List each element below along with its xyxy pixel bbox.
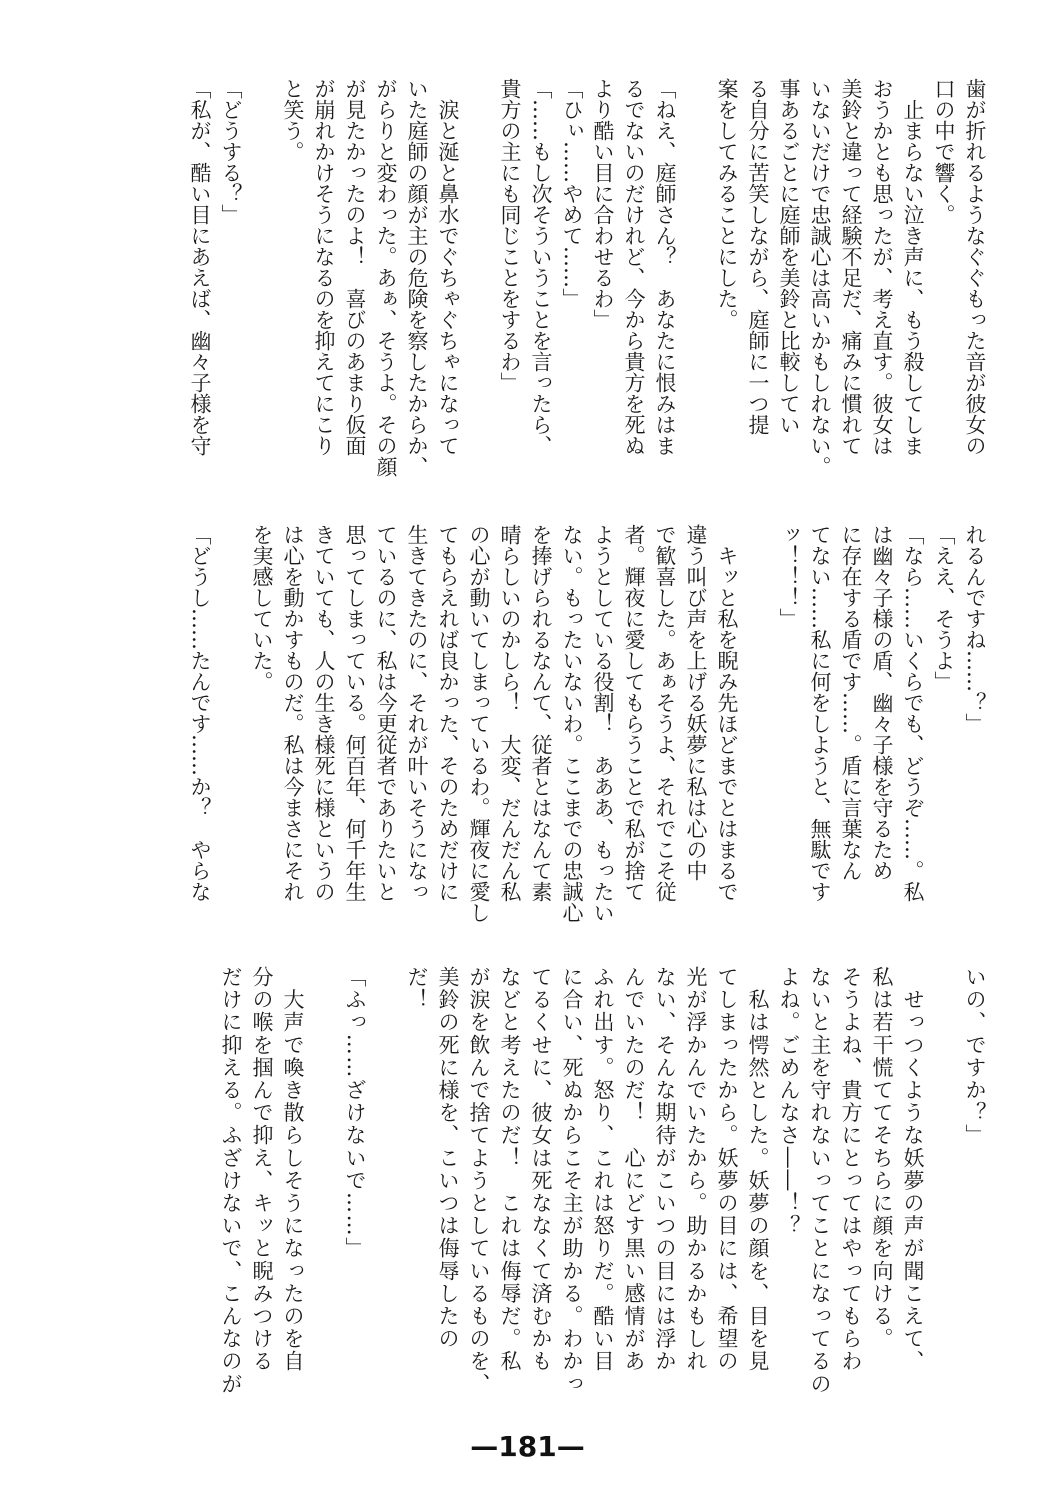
text-column: の心が動いてしまっているわ。輝夜に愛し	[467, 524, 491, 923]
page-number: —181—	[470, 1430, 585, 1463]
text-column: 「ひぃ……やめて……」	[560, 78, 584, 309]
text-column: 大声で喚き散らしそうになったのを自	[281, 966, 305, 1373]
text-column: せっつくような妖夢の声が聞こえて、	[901, 966, 925, 1373]
text-column: 美鈴の死に様を、こいつは侮辱したの	[436, 966, 460, 1351]
text-column: いの、ですか？」	[963, 966, 987, 1147]
text-tier-bottom	[178, 966, 990, 1406]
text-column: 案をしてみることにした。	[715, 78, 739, 330]
text-column	[928, 966, 959, 1406]
text-column: んでいたのだ！ 心にどす黒い感情があ	[622, 966, 646, 1373]
text-column: だ！	[405, 966, 429, 1012]
text-column: 思ってしまっている。何百年、何千年生	[343, 524, 367, 902]
text-column	[370, 966, 401, 1406]
text-column: 涙と涎と鼻水でぐちゃぐちゃになって	[436, 78, 460, 456]
text-column: ないと主を守れないってことになってるの	[808, 966, 832, 1396]
text-column: 分の喉を掴んで抑え、キッと睨みつける	[250, 966, 274, 1373]
text-column: キッと私を睨み先ほどまでとはまるで	[715, 524, 739, 902]
text-column: ない。もったいないわ。ここまでの忠誠心	[560, 524, 584, 923]
text-column: 「どうし……たんです……か？ やらな	[188, 524, 212, 902]
text-column: 私は若干慌ててそちらに顔を向ける。	[870, 966, 894, 1351]
text-column: れるんですね……？」	[963, 524, 987, 734]
text-column: ようとしている役割！ あああ、もったい	[591, 524, 615, 923]
text-column: ない、そんな期待がこいつの目には浮か	[653, 966, 677, 1373]
text-column: 晴らしいのかしら！ 大変、だんだん私	[498, 524, 522, 902]
text-column: いないだけで忠誠心は高いかもしれない。	[808, 78, 832, 477]
text-column: る自分に苦笑しながら、庭師に一つ提	[746, 78, 770, 435]
text-column: などと考えたのだ！ これは侮辱だ。私	[498, 966, 522, 1373]
text-column: を実感していた。	[250, 524, 274, 692]
text-column: いた庭師の顔が主の危険を察したからか、	[405, 78, 429, 477]
text-column: は幽々子様の盾、幽々子様を守るため	[870, 524, 894, 881]
text-column	[742, 524, 773, 934]
text-column: がらりと変わった。あぁ、そうよ。その顔	[374, 78, 398, 477]
text-column: 「ねえ、庭師さん？ あなたに恨みはま	[653, 78, 677, 456]
text-column: と笑う。	[281, 78, 305, 162]
text-column: が崩れかけそうになるのを抑えてにこり	[312, 78, 336, 456]
text-column: 者。輝夜に愛してもらうことで私が捨て	[622, 524, 646, 902]
text-column: より酷い目に合わせるわ」	[591, 78, 615, 330]
text-column	[463, 78, 494, 478]
text-column: てしまったから。妖夢の目には、希望の	[715, 966, 739, 1373]
text-column: 事あるごとに庭師を美鈴と比較してい	[777, 78, 801, 435]
text-column: 「ふっ……ざけないで……」	[343, 966, 367, 1260]
text-column: だけに抑える。ふざけないで、こんなのが	[219, 966, 243, 1396]
text-column: ふれ出す。怒り、これは怒りだ。酷い目	[591, 966, 615, 1373]
text-column: に合い、死ぬからこそ主が助かる。わかっ	[560, 966, 584, 1396]
text-tier-top	[178, 78, 990, 478]
text-column: てない……私に何をしようと、無駄です	[808, 524, 832, 902]
text-column: おうかとも思ったが、考え直す。彼女は	[870, 78, 894, 456]
text-tier-middle	[178, 524, 990, 934]
text-column: 美鈴と違って経験不足だ、痛みに慣れて	[839, 78, 863, 456]
text-column: 「ええ、そうよ」	[932, 524, 956, 692]
text-column: に存在する盾です……。盾に言葉なん	[839, 524, 863, 881]
text-column: 光が浮かんでいたから。助かるかもしれ	[684, 966, 708, 1373]
text-column	[680, 78, 711, 478]
text-column	[246, 78, 277, 478]
text-column: 「なら……いくらでも、どうぞ……。私	[901, 524, 925, 902]
text-column: で歓喜した。あぁそうよ、それでこそ従	[653, 524, 677, 902]
text-column: 止まらない泣き声に、もう殺してしま	[901, 78, 925, 456]
text-column: 口の中で響く。	[932, 78, 956, 225]
text-column: よね。ごめんなさ――！？	[777, 966, 801, 1238]
text-column: 「私が、酷い目にあえば、幽々子様を守	[188, 78, 212, 456]
text-column: ッ！！！」	[777, 524, 801, 629]
text-column	[215, 524, 246, 934]
text-column: を捧げられるなんて、従者とはなんて素	[529, 524, 553, 902]
text-column: きていても、人の生き様死に様というの	[312, 524, 336, 902]
text-column: そうよね、貴方にとってはやってもらわ	[839, 966, 863, 1373]
text-column: ているのに、私は今更従者でありたいと	[374, 524, 398, 902]
text-column: てもらえれば良かった、そのためだけに	[436, 524, 460, 902]
text-column: 「どうする？」	[219, 78, 243, 225]
text-column: 私は愕然とした。妖夢の顔を、目を見	[746, 966, 770, 1373]
text-column: 「……もし次そういうことを言ったら、	[529, 78, 553, 456]
text-column	[308, 966, 339, 1406]
text-column: 違う叫び声を上げる妖夢に私は心の中	[684, 524, 708, 881]
text-column: 生きてきたのに、それが叶いそうになっ	[405, 524, 429, 902]
text-column: は心を動かすものだ。私は今まさにそれ	[281, 524, 305, 902]
text-column: が見たかったのよ！ 喜びのあまり仮面	[343, 78, 367, 456]
text-column: 貴方の主にも同じことをするわ」	[498, 78, 522, 393]
text-column: が涙を飲んで捨てようとしているものを、	[467, 966, 491, 1396]
text-column: てるくせに、彼女は死ななくて済むかも	[529, 966, 553, 1373]
text-column: るでないのだけれど、今から貴方を死ぬ	[622, 78, 646, 456]
text-column: 歯が折れるようなぐぐもった音が彼女の	[963, 78, 987, 456]
